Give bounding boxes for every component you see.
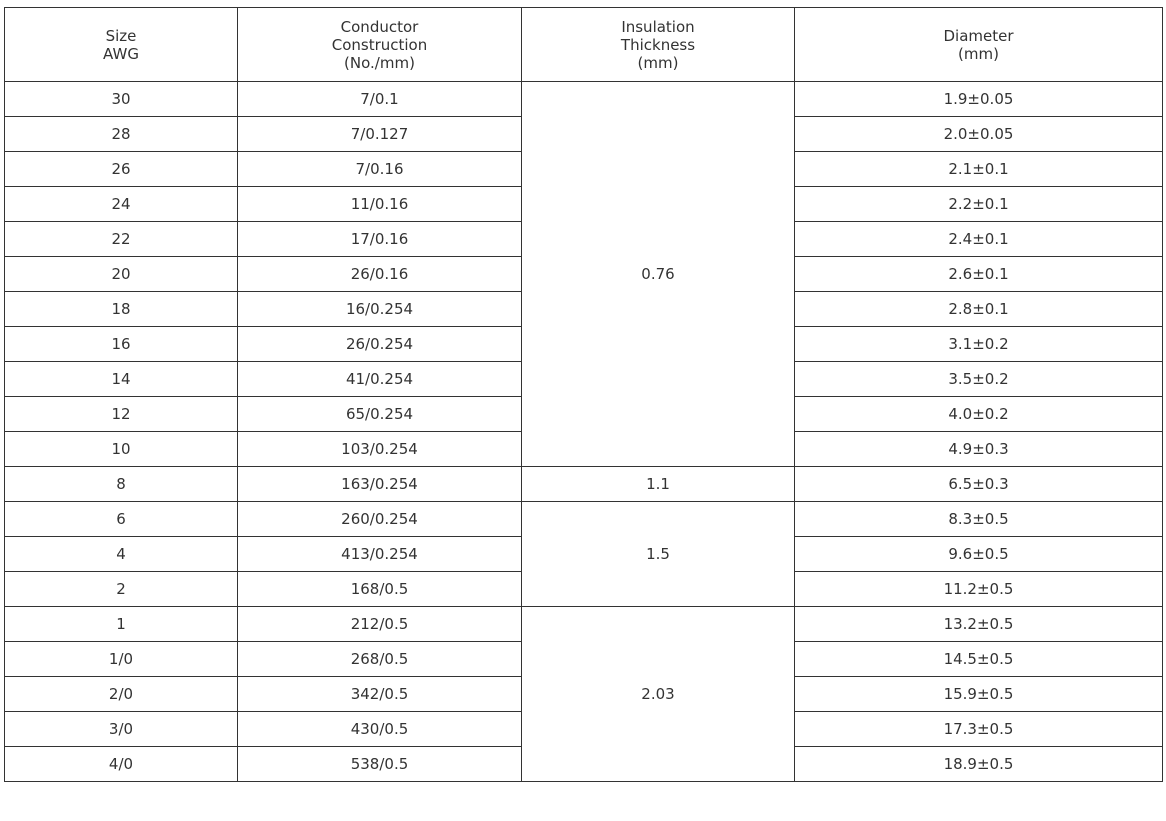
header-insulation-line-2: Thickness xyxy=(620,35,696,54)
conductor-construction-cell: 26/0.16 xyxy=(238,257,522,292)
diameter-cell: 2.6±0.1 xyxy=(795,257,1163,292)
conductor-construction-cell: 538/0.5 xyxy=(238,747,522,782)
header-insulation-thickness xyxy=(522,8,795,82)
conductor-construction-cell: 65/0.254 xyxy=(238,397,522,432)
conductor-construction-cell: 168/0.5 xyxy=(238,572,522,607)
table-row xyxy=(5,502,1163,537)
header-diameter-line-1: Diameter xyxy=(943,26,1014,45)
header-size xyxy=(5,8,238,82)
diameter-cell: 18.9±0.5 xyxy=(795,747,1163,782)
conductor-construction-cell: 7/0.16 xyxy=(238,152,522,187)
conductor-construction-cell: 342/0.5 xyxy=(238,677,522,712)
conductor-construction-cell: 26/0.254 xyxy=(238,327,522,362)
diameter-cell: 9.6±0.5 xyxy=(795,537,1163,572)
header-insulation-line-3: (mm) xyxy=(637,53,679,72)
header-conductor-line-3: (No./mm) xyxy=(344,53,415,72)
conductor-construction-cell: 103/0.254 xyxy=(238,432,522,467)
conductor-construction-cell: 17/0.16 xyxy=(238,222,522,257)
table-row xyxy=(5,467,1163,502)
diameter-cell: 17.3±0.5 xyxy=(795,712,1163,747)
insulation-thickness-cell: 0.76 xyxy=(522,82,795,467)
diameter-cell: 1.9±0.05 xyxy=(795,82,1163,117)
size-cell: 10 xyxy=(5,432,238,467)
insulation-thickness-cell: 1.5 xyxy=(522,502,795,607)
diameter-cell: 11.2±0.5 xyxy=(795,572,1163,607)
diameter-cell: 2.1±0.1 xyxy=(795,152,1163,187)
conductor-construction-cell: 11/0.16 xyxy=(238,187,522,222)
size-cell: 18 xyxy=(5,292,238,327)
awg-spec-table xyxy=(4,7,1163,782)
size-cell: 26 xyxy=(5,152,238,187)
header-size-line-2: AWG xyxy=(103,44,139,63)
diameter-cell: 6.5±0.3 xyxy=(795,467,1163,502)
conductor-construction-cell: 413/0.254 xyxy=(238,537,522,572)
size-cell: 3/0 xyxy=(5,712,238,747)
size-cell: 8 xyxy=(5,467,238,502)
header-conductor-construction xyxy=(238,8,522,82)
header-diameter xyxy=(795,8,1163,82)
size-cell: 4/0 xyxy=(5,747,238,782)
size-cell: 12 xyxy=(5,397,238,432)
size-cell: 1 xyxy=(5,607,238,642)
conductor-construction-cell: 163/0.254 xyxy=(238,467,522,502)
header-insulation-line-1: Insulation xyxy=(621,17,695,36)
table-row xyxy=(5,82,1163,117)
diameter-cell: 2.4±0.1 xyxy=(795,222,1163,257)
diameter-cell: 14.5±0.5 xyxy=(795,642,1163,677)
header-diameter-line-2: (mm) xyxy=(958,44,999,63)
conductor-construction-cell: 7/0.127 xyxy=(238,117,522,152)
size-cell: 6 xyxy=(5,502,238,537)
conductor-construction-cell: 260/0.254 xyxy=(238,502,522,537)
conductor-construction-cell: 430/0.5 xyxy=(238,712,522,747)
conductor-construction-cell: 16/0.254 xyxy=(238,292,522,327)
table-row xyxy=(5,607,1163,642)
size-cell: 16 xyxy=(5,327,238,362)
conductor-construction-cell: 7/0.1 xyxy=(238,82,522,117)
diameter-cell: 4.0±0.2 xyxy=(795,397,1163,432)
size-cell: 14 xyxy=(5,362,238,397)
diameter-cell: 3.5±0.2 xyxy=(795,362,1163,397)
conductor-construction-cell: 212/0.5 xyxy=(238,607,522,642)
header-row xyxy=(5,8,1163,82)
diameter-cell: 2.8±0.1 xyxy=(795,292,1163,327)
header-conductor-line-2: Construction xyxy=(331,35,428,54)
diameter-cell: 2.2±0.1 xyxy=(795,187,1163,222)
size-cell: 22 xyxy=(5,222,238,257)
size-cell: 2/0 xyxy=(5,677,238,712)
insulation-thickness-cell: 1.1 xyxy=(522,467,795,502)
size-cell: 4 xyxy=(5,537,238,572)
diameter-cell: 3.1±0.2 xyxy=(795,327,1163,362)
size-cell: 1/0 xyxy=(5,642,238,677)
header-conductor-line-1: Conductor xyxy=(340,17,419,36)
size-cell: 30 xyxy=(5,82,238,117)
diameter-cell: 15.9±0.5 xyxy=(795,677,1163,712)
diameter-cell: 13.2±0.5 xyxy=(795,607,1163,642)
diameter-cell: 4.9±0.3 xyxy=(795,432,1163,467)
conductor-construction-cell: 41/0.254 xyxy=(238,362,522,397)
size-cell: 24 xyxy=(5,187,238,222)
insulation-thickness-cell: 2.03 xyxy=(522,607,795,782)
conductor-construction-cell: 268/0.5 xyxy=(238,642,522,677)
size-cell: 28 xyxy=(5,117,238,152)
diameter-cell: 8.3±0.5 xyxy=(795,502,1163,537)
header-size-line-1: Size xyxy=(105,26,137,45)
spec-table-body xyxy=(5,8,1163,782)
diameter-cell: 2.0±0.05 xyxy=(795,117,1163,152)
size-cell: 20 xyxy=(5,257,238,292)
size-cell: 2 xyxy=(5,572,238,607)
